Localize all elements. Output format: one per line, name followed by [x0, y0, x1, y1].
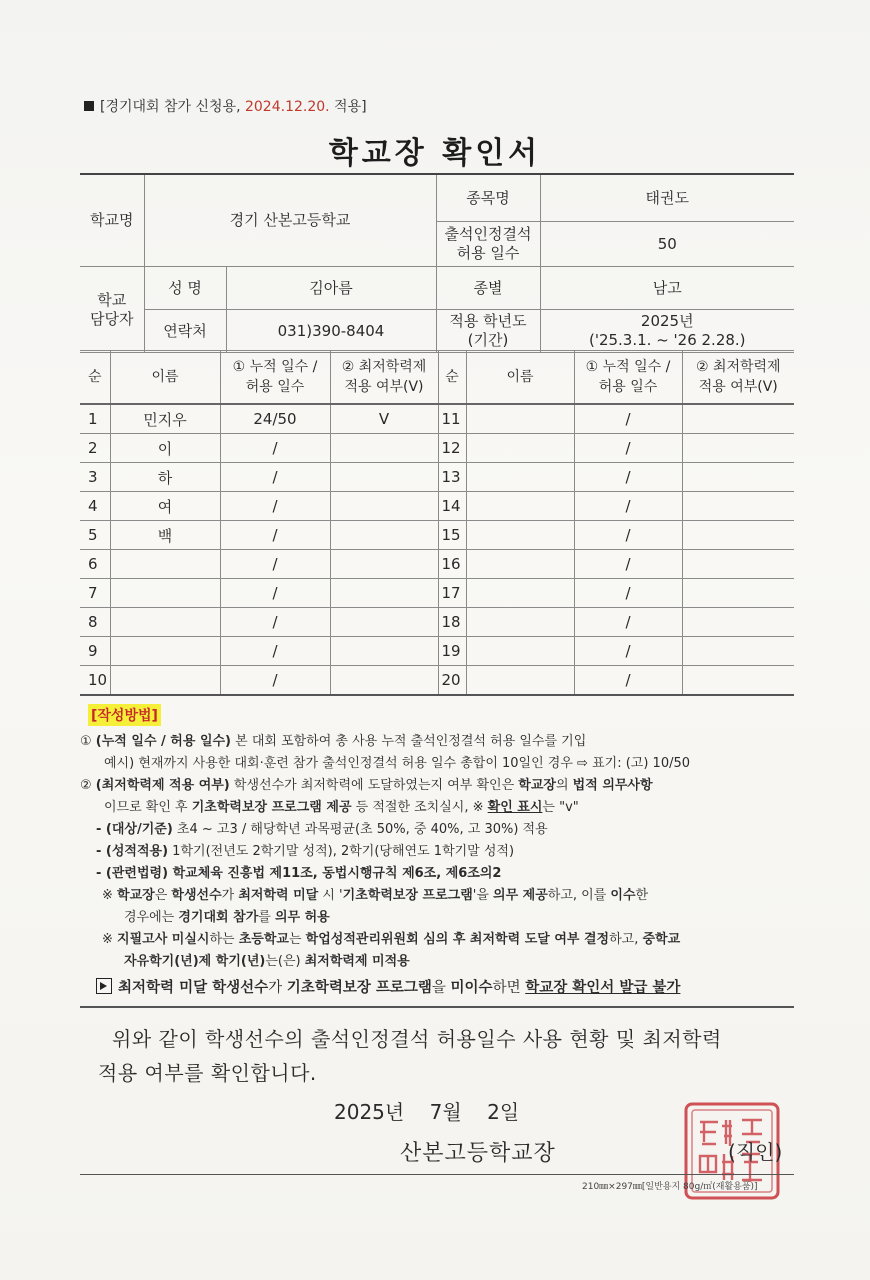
- cell-name: [110, 608, 220, 637]
- cell-days: /: [220, 521, 330, 550]
- note-1-cont: 경우에는 경기대회 참가를 의무 허용: [124, 910, 330, 925]
- cell-name: [466, 492, 574, 521]
- allowed-days-value: 50: [540, 222, 794, 267]
- cell-days: /: [574, 608, 682, 637]
- name-label: 성 명: [144, 267, 226, 310]
- table-row: [80, 608, 794, 637]
- cell-days: /: [574, 404, 682, 434]
- seal-label: (직인): [728, 1140, 783, 1164]
- method-item-1: ① (누적 일수 / 허용 일수) 본 대회 포함하여 총 사용 누적 출석인정결석 허용 일수를 기입: [80, 734, 587, 749]
- phone-value: 031)390-8404: [226, 310, 436, 353]
- event-value: 태권도: [540, 174, 794, 222]
- cell-days: /: [220, 666, 330, 696]
- table-row: [80, 666, 794, 696]
- cell-min: [330, 608, 438, 637]
- header-min: ② 최저학력제 적용 여부(V): [682, 351, 794, 405]
- roster-header-row: [80, 351, 794, 405]
- contact-label: 학교 담당자: [80, 267, 144, 353]
- cell-days: 24/50: [220, 404, 330, 434]
- cell-no: 16: [438, 550, 466, 579]
- cell-no: 19: [438, 637, 466, 666]
- cell-no: 6: [80, 550, 110, 579]
- gender-label: 종별: [436, 267, 540, 310]
- cell-name: 여: [110, 492, 220, 521]
- cell-min: [330, 434, 438, 463]
- cell-days: /: [220, 492, 330, 521]
- cell-days: /: [574, 492, 682, 521]
- cell-min: [330, 550, 438, 579]
- principal-title: 산본고등학교장: [400, 1141, 556, 1166]
- cell-no: 13: [438, 463, 466, 492]
- cell-name: [110, 579, 220, 608]
- note-2: ※ 지필고사 미실시하는 초등학교는 학업성적관리위원회 심의 후 최저학력 도달 여부 결정하고, 중학교: [102, 932, 681, 947]
- year-label: 적용 학년도 (기간): [436, 310, 540, 353]
- cell-min: [682, 666, 794, 696]
- detail-target: - (대상/기준) 초4 ~ 고3 / 해당학년 과목평균(초 50%, 중 40%, 고 30%) 적용: [96, 822, 548, 837]
- phone-label: 연락처: [144, 310, 226, 353]
- paper-spec-note: 210㎜×297㎜[일반용지 80g/㎡(재활용품)]: [582, 1182, 758, 1192]
- cell-days: /: [574, 463, 682, 492]
- cell-name: [466, 579, 574, 608]
- cell-name: [466, 434, 574, 463]
- square-bullet-icon: [84, 101, 94, 111]
- table-row: [80, 550, 794, 579]
- cell-no: 12: [438, 434, 466, 463]
- usage-tag: [84, 96, 367, 116]
- header-no: 순: [80, 351, 110, 405]
- cell-min: [330, 521, 438, 550]
- header-days: ① 누적 일수 / 허용 일수: [574, 351, 682, 405]
- cell-no: 17: [438, 579, 466, 608]
- confirmation-statement: [98, 1022, 798, 1090]
- cell-min: [682, 637, 794, 666]
- cell-no: 8: [80, 608, 110, 637]
- cell-min: [682, 550, 794, 579]
- cell-no: 9: [80, 637, 110, 666]
- table-row: [80, 637, 794, 666]
- cell-no: 1: [80, 404, 110, 434]
- detail-laws: - (관련법령) 학교체육 진흥법 제11조, 동법시행규칙 제6조, 제6조의2: [96, 866, 502, 881]
- method-title: [작성방법]: [88, 704, 161, 726]
- cell-min: V: [330, 404, 438, 434]
- roster-table: [80, 350, 794, 696]
- note-2-cont: 자유학기(년)제 학기(년)는(은) 최저학력제 미적용: [124, 954, 410, 969]
- cell-name: 민지우: [110, 404, 220, 434]
- cell-days: /: [574, 666, 682, 696]
- cell-days: /: [220, 463, 330, 492]
- cell-min: [330, 637, 438, 666]
- cell-name: [466, 666, 574, 696]
- statement-line-1: 위와 같이 학생선수의 출석인정결석 허용일수 사용 현황 및 최저학력: [112, 1027, 722, 1051]
- cell-min: [682, 492, 794, 521]
- cell-name: 백: [110, 521, 220, 550]
- method-item-2-cont: 이므로 확인 후 기초학력보장 프로그램 제공 등 적절한 조치실시, ※ 확인 표시는 "v": [104, 800, 579, 815]
- event-label: 종목명: [436, 174, 540, 222]
- table-row: [80, 492, 794, 521]
- header-name: 이름: [110, 351, 220, 405]
- cell-no: 4: [80, 492, 110, 521]
- allowed-days-label: 출석인정결석 허용 일수: [436, 222, 540, 267]
- cell-no: 14: [438, 492, 466, 521]
- bottom-rule: [80, 1174, 794, 1175]
- table-row: [80, 434, 794, 463]
- cell-name: [466, 521, 574, 550]
- cell-days: /: [220, 579, 330, 608]
- header-days: ① 누적 일수 / 허용 일수: [220, 351, 330, 405]
- cell-no: 18: [438, 608, 466, 637]
- method-item-2: ② (최저학력제 적용 여부) 학생선수가 최저학력에 도달하였는지 여부 확인은 학교장의 법적 의무사항: [80, 778, 653, 793]
- cell-name: [110, 666, 220, 696]
- table-row: [80, 463, 794, 492]
- gender-value: 남고: [540, 267, 794, 310]
- method-item-1-example: 예시) 현재까지 사용한 대회·훈련 참가 출석인정결석 허용 일수 총합이 10일인 경우 ⇨ 표기: (고) 10/50: [104, 756, 691, 771]
- cell-no: 2: [80, 434, 110, 463]
- warning-line: 최저학력 미달 학생선수가 기초학력보장 프로그램을 미이수하면 학교장 확인서 발급 불가: [96, 976, 680, 997]
- cell-days: /: [574, 579, 682, 608]
- cell-name: [466, 463, 574, 492]
- cell-min: [682, 463, 794, 492]
- header-no: 순: [438, 351, 466, 405]
- arrow-box-icon: [96, 978, 112, 994]
- statement-line-2: 적용 여부를 확인합니다.: [98, 1061, 317, 1085]
- cell-no: 7: [80, 579, 110, 608]
- cell-days: /: [574, 550, 682, 579]
- table-row: [80, 579, 794, 608]
- cell-no: 3: [80, 463, 110, 492]
- cell-name: [466, 608, 574, 637]
- info-table: [80, 173, 794, 353]
- cell-name: [466, 637, 574, 666]
- cell-min: [330, 492, 438, 521]
- cell-name: 이: [110, 434, 220, 463]
- cell-min: [330, 579, 438, 608]
- table-row: [80, 521, 794, 550]
- header-name: 이름: [466, 351, 574, 405]
- tag-suffix: 적용]: [334, 99, 367, 115]
- tag-date: 2024.12.20.: [244, 99, 330, 115]
- note-1: ※ 학교장은 학생선수가 최저학력 미달 시 '기초학력보장 프로그램'을 의무 제공하고, 이를 이수한: [102, 888, 649, 903]
- method-notes: [80, 731, 810, 973]
- cell-min: [682, 521, 794, 550]
- cell-name: [466, 550, 574, 579]
- cell-name: 하: [110, 463, 220, 492]
- cell-no: 20: [438, 666, 466, 696]
- tag-prefix: [경기대회 참가 신청용,: [100, 99, 241, 115]
- cell-days: /: [574, 434, 682, 463]
- cell-days: /: [574, 637, 682, 666]
- cell-name: [110, 637, 220, 666]
- school-label: 학교명: [80, 174, 144, 267]
- cell-days: /: [220, 637, 330, 666]
- cell-no: 15: [438, 521, 466, 550]
- year-value: 2025년 ('25.3.1. ~ '26 2.28.): [540, 310, 794, 353]
- cell-days: /: [220, 434, 330, 463]
- cell-no: 5: [80, 521, 110, 550]
- school-value: 경기 산본고등학교: [144, 174, 436, 267]
- cell-name: [110, 550, 220, 579]
- issue-date: 2025년 7월 2일: [334, 1100, 520, 1124]
- cell-min: [682, 404, 794, 434]
- cell-min: [330, 463, 438, 492]
- cell-min: [330, 666, 438, 696]
- cell-name: [466, 404, 574, 434]
- cell-no: 11: [438, 404, 466, 434]
- table-row: [80, 404, 794, 434]
- header-min: ② 최저학력제 적용 여부(V): [330, 351, 438, 405]
- divider-line: [80, 1006, 794, 1008]
- cell-days: /: [220, 550, 330, 579]
- cell-days: /: [220, 608, 330, 637]
- cell-no: 10: [80, 666, 110, 696]
- document-title: 학교장 확인서: [328, 136, 542, 171]
- cell-days: /: [574, 521, 682, 550]
- name-value: 김아름: [226, 267, 436, 310]
- cell-min: [682, 579, 794, 608]
- cell-min: [682, 608, 794, 637]
- cell-min: [682, 434, 794, 463]
- detail-grades: - (성적적용) 1학기(전년도 2학기말 성적), 2학기(당해연도 1학기말 성적): [96, 844, 515, 859]
